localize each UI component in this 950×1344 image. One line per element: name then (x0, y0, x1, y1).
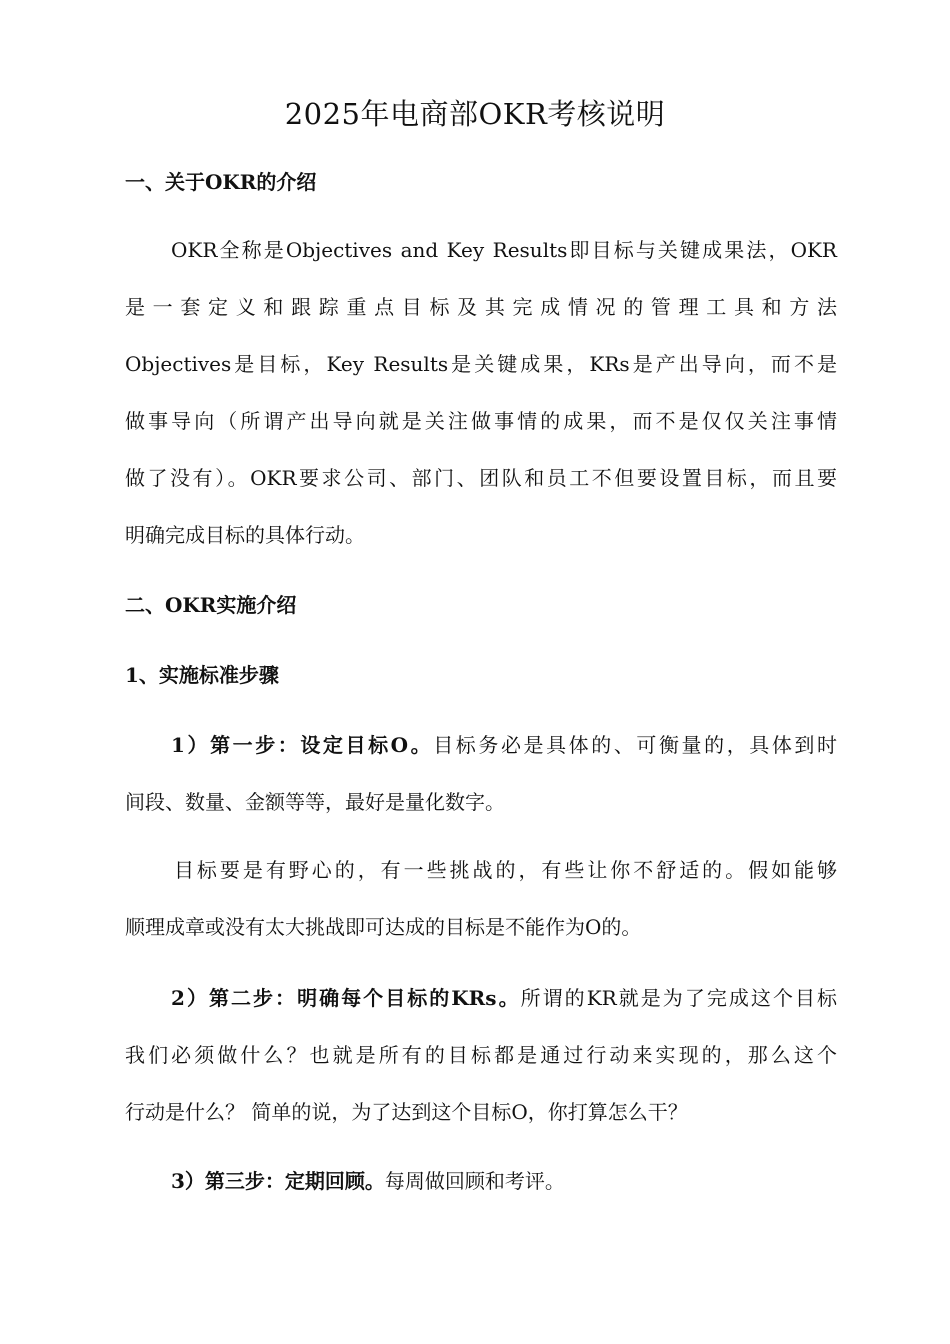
step-3-paragraph (125, 1153, 837, 1210)
body-line: 做事导向（所谓产出导向就是关注做事情的成果，而不是仅仅关注事情 (125, 409, 837, 433)
body-line: Objectives是目标，Key Results是关键成果，KRs是产出导向，而不是 (125, 352, 837, 376)
document-title: 2025年电商部OKR考核说明 (284, 97, 666, 131)
step-1-paragraph (125, 717, 837, 831)
body-line: 间段、数量、金额等等，最好是量化数字。 (125, 790, 505, 814)
section-1-body (125, 222, 837, 564)
body-line: 目标要是有野心的，有一些挑战的，有些让你不舒适的。假如能够 (171, 858, 837, 882)
body-line: OKR全称是Objectives and Key Results即目标与关键成果法，OKR (171, 238, 837, 262)
step-2-label: 2）第二步：明确每个目标的KRs。 (171, 986, 521, 1010)
body-line: 明确完成目标的具体行动。 (125, 523, 365, 547)
step-2-paragraph (125, 970, 837, 1141)
body-line: 我们必须做什么？也就是所有的目标都是通过行动来实现的，那么这个 (125, 1043, 837, 1067)
section-2-heading: 二、OKR实施介绍 (125, 593, 297, 617)
body-line: 顺理成章或没有太大挑战即可达成的目标是不能作为O的。 (125, 915, 642, 939)
section-1-heading: 一、关于OKR的介绍 (125, 170, 317, 194)
body-line: 3）第三步：定期回顾。每周做回顾和考评。 (171, 1169, 565, 1193)
subsection-heading: 1、实施标准步骤 (125, 663, 279, 687)
body-line: 2）第二步：明确每个目标的KRs。所谓的KR就是为了完成这个目标 (171, 986, 838, 1010)
step-3-label: 3）第三步：定期回顾。 (171, 1169, 385, 1193)
body-line: 1）第一步：设定目标O。目标务必是具体的、可衡量的，具体到时 (171, 733, 837, 757)
body-line: 行动是什么？ 简单的说，为了达到这个目标O，你打算怎么干？ (125, 1100, 688, 1124)
body-line: 做了没有）。OKR要求公司、部门、团队和员工不但要设置目标，而且要 (125, 466, 837, 490)
step-1-label: 1）第一步：设定目标O。 (171, 733, 434, 757)
step-1-detail-paragraph (125, 842, 837, 956)
body-line: 是一套定义和跟踪重点目标及其完成情况的管理工具和方法 (125, 295, 837, 319)
